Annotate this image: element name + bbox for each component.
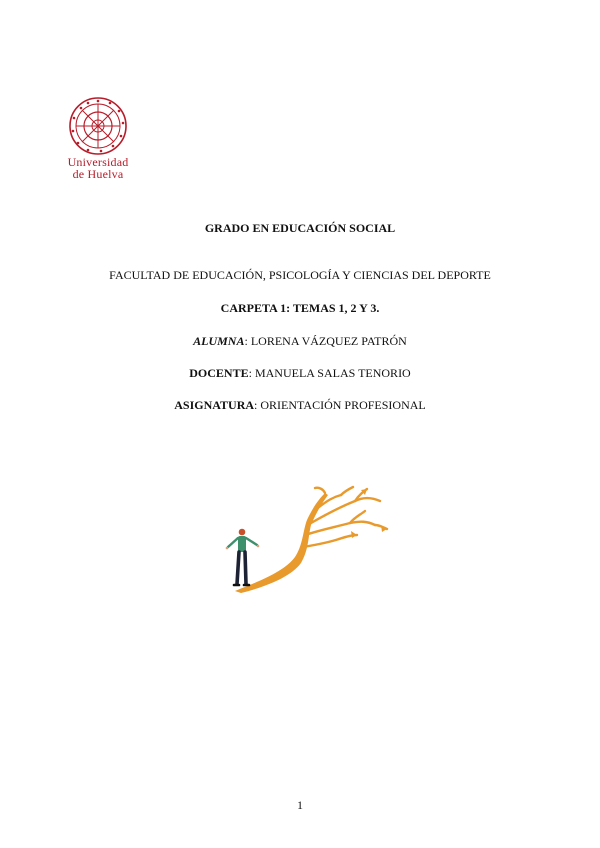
branching-path-illustration bbox=[215, 485, 395, 595]
teacher-label: DOCENTE bbox=[189, 366, 249, 380]
faculty-name: FACULTAD DE EDUCACIÓN, PSICOLOGÍA Y CIENCIAS DEL DEPORTE bbox=[109, 268, 491, 282]
student-name: : LORENA VÁZQUEZ PATRÓN bbox=[244, 334, 407, 348]
teacher-line bbox=[0, 366, 600, 380]
logo-text-line1: Universidad bbox=[67, 155, 129, 169]
university-logo bbox=[60, 96, 136, 192]
logo-text-line2: de Huelva bbox=[72, 167, 124, 181]
degree-title: GRADO EN EDUCACIÓN SOCIAL bbox=[204, 221, 396, 235]
folder-title: CARPETA 1: TEMAS 1, 2 Y 3. bbox=[220, 301, 380, 315]
teacher-name: : MANUELA SALAS TENORIO bbox=[248, 366, 411, 380]
student-line bbox=[0, 334, 600, 348]
subject-name: : ORIENTACIÓN PROFESIONAL bbox=[254, 398, 426, 412]
page-number: 1 bbox=[297, 798, 303, 812]
student-label: ALUMNA bbox=[193, 334, 245, 348]
person-at-branching-path-icon bbox=[215, 485, 395, 595]
subject-label: ASIGNATURA bbox=[174, 398, 255, 412]
subject-line bbox=[0, 398, 600, 412]
university-seal-icon bbox=[60, 96, 136, 156]
